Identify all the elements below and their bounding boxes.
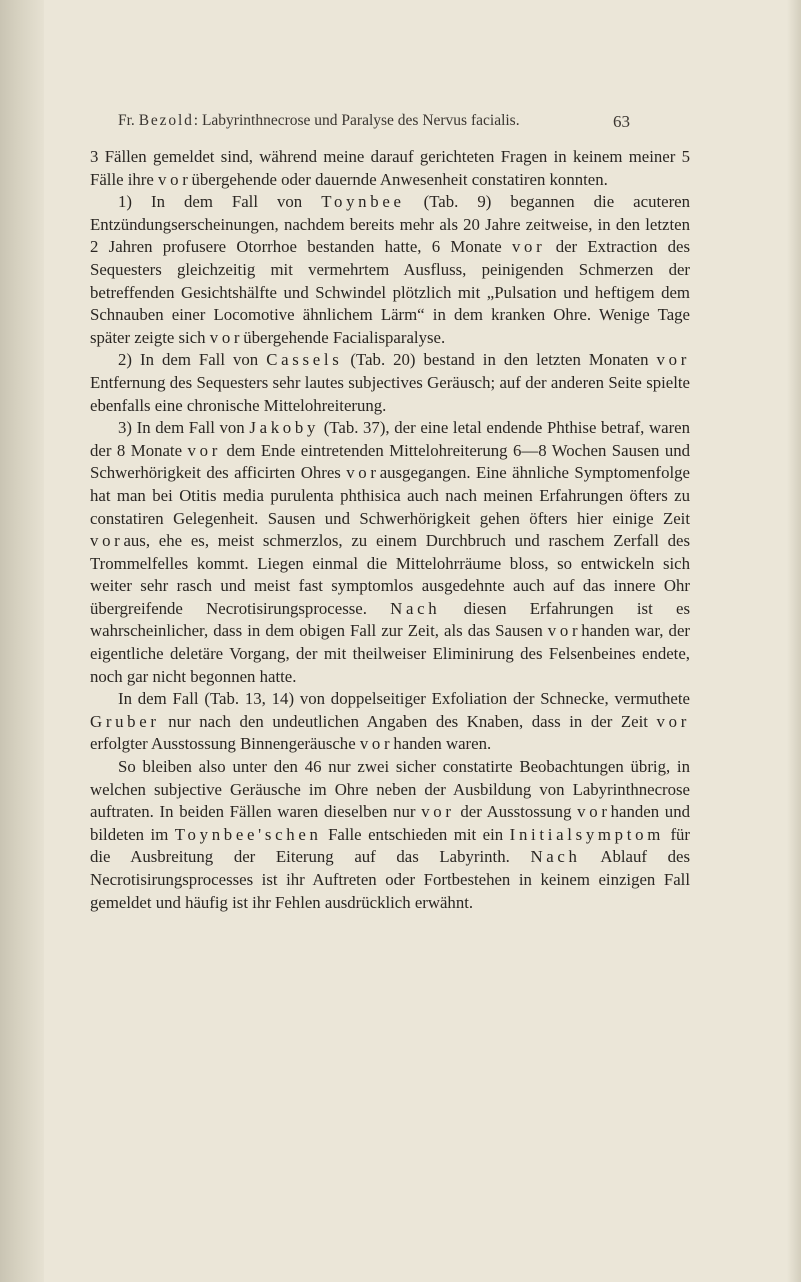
spaced-word: vor [90,531,124,551]
spaced-word: Toynbee [321,192,405,212]
page-binding-shadow [0,0,44,1282]
page-edge-shadow [787,0,801,1282]
spaced-word: vor [346,463,380,483]
paragraph: In dem Fall (Tab. 13, 14) von doppelseitiger Exfoliation der Schnecke, vermuthete Gruber nur nach den undeutlichen Angaben des Knaben, dass in der Zeit vor erfolgter Ausstossung Binnengeräusche vorhanden waren. [90,689,690,754]
spaced-word: vor [421,802,455,822]
spaced-word: vor [359,734,394,754]
paragraph: 3) In dem Fall von Jakoby (Tab. 37), der eine letal endende Phthise betraf, waren der 8 Monate vor dem Ende eintretenden Mittelohreiterung 6—8 Wochen Sausen und Schwerhörigkeit des afficirten Ohres vorausgegangen. Eine ähnliche Symptomenfolge hat man bei Otitis media purulenta phthisica auch nach meinen Erfahrungen öfters zu constatiren Gelegenheit. Sausen und Schwerhörigkeit gehen öfters hier einige Zeit voraus, ehe es, meist schmerzlos, zu einem Durchbruch und raschem Zerfall des Trommelfelles kommt. Liegen einmal die Mittelohrräume bloss, so entwickeln sich weiter sehr rasch und meist fast symptomlos ausgedehnte auch auf das innere Ohr übergreifende Necrotisirungsprocesse. Nach diesen Erfahrungen ist es wahrscheinlicher, dass in dem obigen Fall zur Zeit, als das Sausen vorhanden war, der eigentliche deletäre Vorgang, der mit theilweiser Eliminirung des Felsenbeines endete, noch gar nicht begonnen hatte. [90,418,690,686]
spaced-word: vor [656,350,690,370]
spaced-word: vor [511,237,546,257]
spaced-word: Nach [530,847,581,867]
spaced-word: Jakoby [249,418,320,438]
spaced-word: Cassels [266,350,343,370]
spaced-word: Toynbee'schen [174,824,322,844]
running-head-text [118,112,520,132]
running-head-title: : Labyrinthnecrose und Paralyse des Nervus facialis. [193,112,520,129]
spaced-word: vor [577,802,611,822]
running-head [118,112,630,132]
spaced-word: vor [209,327,244,347]
paragraph: 1) In dem Fall von Toynbee (Tab. 9) begannen die acuteren Entzündungserscheinungen, nachdem bereits mehr als 20 Jahre zeitweise, in den letzten 2 Jahren profusere Otorrhoe bestanden hatte, 6 Monate vor der Extraction des Sequesters gleichzeitig mit vermehrtem Ausfluss, peinigenden Schmerzen der betreffenden Gesichtshälfte und Schwindel plötzlich mit „Pulsation und heftigem dem Schnauben einer Locomotive ähnlichem Lärm“ in dem kranken Ohre. Wenige Tage später zeigte sich vorübergehende Facialisparalyse. [90,192,690,347]
spaced-word: vor [187,440,221,460]
spaced-word: Nach [390,598,441,618]
page-number: 63 [613,112,630,131]
body-text [90,146,690,914]
running-head-author: Fr. Bezold [118,112,194,129]
spaced-word: vor [656,711,690,731]
paragraph: So bleiben also unter den 46 nur zwei sicher constatirte Beobachtungen übrig, in welchen subjective Geräusche im Ohre neben der Ausbildung von Labyrinthnecrose auftraten. In beiden Fällen waren dieselben nur vor der Ausstossung vorhanden und bildeten im Toynbee'schen Falle entschieden mit ein Initialsymptom für die Ausbreitung der Eiterung auf das Labyrinth. Nach Ablauf des Necrotisirungsprocesses ist ihr Auftreten oder Fortbestehen in keinem einzigen Fall gemeldet und häufig ist ihr Fehlen ausdrücklich erwähnt. [90,757,691,912]
spaced-word: Gruber [90,711,160,731]
paragraph: 3 Fällen gemeldet sind, während meine darauf gerichteten Fragen in keinem meiner 5 Fälle ihre vorübergehende oder dauernde Anwesenheit constatiren konnten. [90,147,690,189]
spaced-word: Bezold [138,112,194,129]
spaced-word: Initialsymptom [509,824,664,844]
paragraph: 2) In dem Fall von Cassels (Tab. 20) bestand in den letzten Monaten vor Entfernung des Sequesters sehr lautes subjectives Geräusch; auf der anderen Seite spielte ebenfalls eine chronische Mittelohreiterung. [90,350,690,415]
spaced-word: vor [158,169,192,189]
spaced-word: vor [547,621,582,641]
